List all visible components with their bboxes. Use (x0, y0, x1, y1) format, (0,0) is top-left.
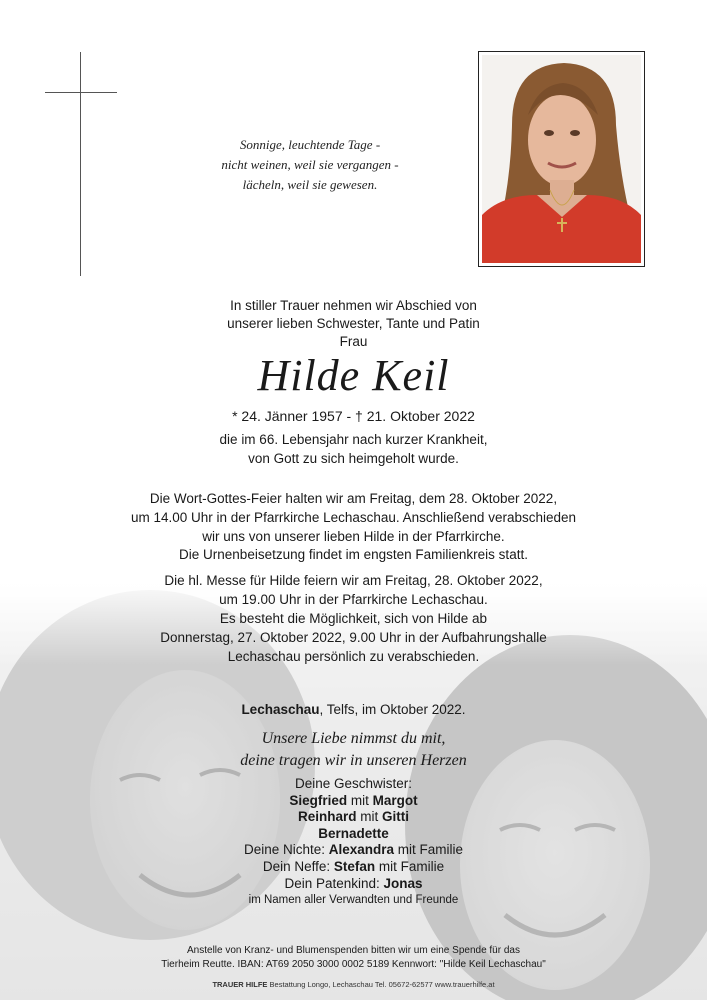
memorial-motto (0, 728, 707, 772)
godchild-entry (0, 876, 707, 893)
mass-line: Die hl. Messe für Hilde feiern wir am Freitag, 28. Oktober 2022, (164, 573, 543, 588)
niece-label: Deine Nichte: (243, 842, 329, 858)
ceremony-line: Die Wort-Gottes-Feier halten wir am Freitag, dem 28. Oktober 2022, (149, 491, 558, 506)
place-date (0, 700, 707, 719)
sibling-partner: Gitti (382, 809, 409, 825)
sibling-entry (0, 793, 707, 810)
urn-paragraph (0, 545, 707, 564)
description-line: die im 66. Lebensjahr nach kurzer Krankheit, (219, 432, 488, 447)
intro-line: In stiller Trauer nehmen wir Abschied von (230, 298, 477, 313)
sibling-mit: mit (347, 792, 373, 808)
ceremony-line: wir uns von unserer lieben Hilde in der Pfarrkirche. (202, 529, 505, 544)
undertaker-footer (0, 980, 707, 990)
intro-line: unserer lieben Schwester, Tante und Patin (227, 316, 480, 331)
portrait-photo (478, 51, 645, 267)
life-dates: * 24. Jänner 1957 - † 21. Oktober 2022 (232, 408, 475, 424)
sibling-partner: Margot (372, 792, 418, 808)
intro-text (0, 297, 707, 351)
nephew-rest: mit Familie (375, 858, 445, 874)
quote-line: Sonnige, leuchtende Tage - (239, 137, 381, 152)
death-description (0, 430, 707, 468)
sibling-name: Reinhard (297, 809, 357, 825)
motto-line: deine tragen wir in unseren Herzen (240, 752, 467, 769)
viewing-line: Es besteht die Möglichkeit, sich von Hilde ab (219, 611, 488, 626)
godchild-label: Dein Patenkind: (284, 875, 384, 891)
nephew-label: Dein Neffe: (262, 858, 334, 874)
family-closing: im Namen aller Verwandten und Freunde (248, 894, 459, 907)
place-rest: , Telfs, im Oktober 2022. (319, 702, 466, 717)
motto-line: Unsere Liebe nimmst du mit, (261, 730, 446, 747)
sibling-name: Siegfried (289, 792, 348, 808)
memorial-quote (200, 135, 420, 195)
viewing-line: Lechaschau persönlich zu verabschieden. (227, 649, 480, 664)
cross-icon (45, 52, 117, 276)
viewing-line: Donnerstag, 27. Oktober 2022, 9.00 Uhr in der Aufbahrungshalle (160, 630, 547, 645)
niece-entry (0, 842, 707, 859)
family-list (0, 776, 707, 909)
sibling-entry (0, 809, 707, 826)
donation-note (0, 944, 707, 972)
sibling-entry (0, 826, 707, 843)
deceased-name: Hilde Keil (257, 351, 450, 400)
siblings-heading: Deine Geschwister: (294, 776, 413, 791)
donation-line: Anstelle von Kranz- und Blumenspenden bitten wir um eine Spende für das (187, 945, 520, 956)
viewing-paragraph (0, 609, 707, 666)
sibling-mit: mit (356, 809, 382, 825)
niece-name: Alexandra (328, 842, 395, 858)
footer-brand: TRAUER HILFE (212, 980, 268, 989)
niece-rest: mit Familie (394, 842, 464, 858)
intro-line: Frau (339, 334, 368, 349)
nephew-name: Stefan (333, 858, 376, 874)
quote-line: nicht weinen, weil sie vergangen - (221, 157, 399, 172)
donation-line: Tierheim Reutte. IBAN: AT69 2050 3000 0002 5189 Kennwort: "Hilde Keil Lechaschau" (161, 959, 546, 970)
quote-line: lächeln, weil sie gewesen. (242, 177, 378, 192)
mass-paragraph (0, 571, 707, 609)
footer-rest: Bestattung Longo, Lechaschau Tel. 05672-62577 www.trauerhilfe.at (267, 980, 495, 989)
place-bold: Lechaschau (241, 702, 320, 717)
nephew-entry (0, 859, 707, 876)
ceremony-paragraph (0, 489, 707, 546)
description-line: von Gott zu sich heimgeholt wurde. (248, 451, 459, 466)
urn-line: Die Urnenbeisetzung findet im engsten Familienkreis statt. (179, 547, 528, 562)
sibling-name: Bernadette (318, 825, 389, 841)
ceremony-line: um 14.00 Uhr in der Pfarrkirche Lechaschau. Anschließend verabschieden (131, 510, 576, 525)
mass-line: um 19.00 Uhr in der Pfarrkirche Lechaschau. (219, 592, 488, 607)
godchild-name: Jonas (383, 875, 423, 891)
